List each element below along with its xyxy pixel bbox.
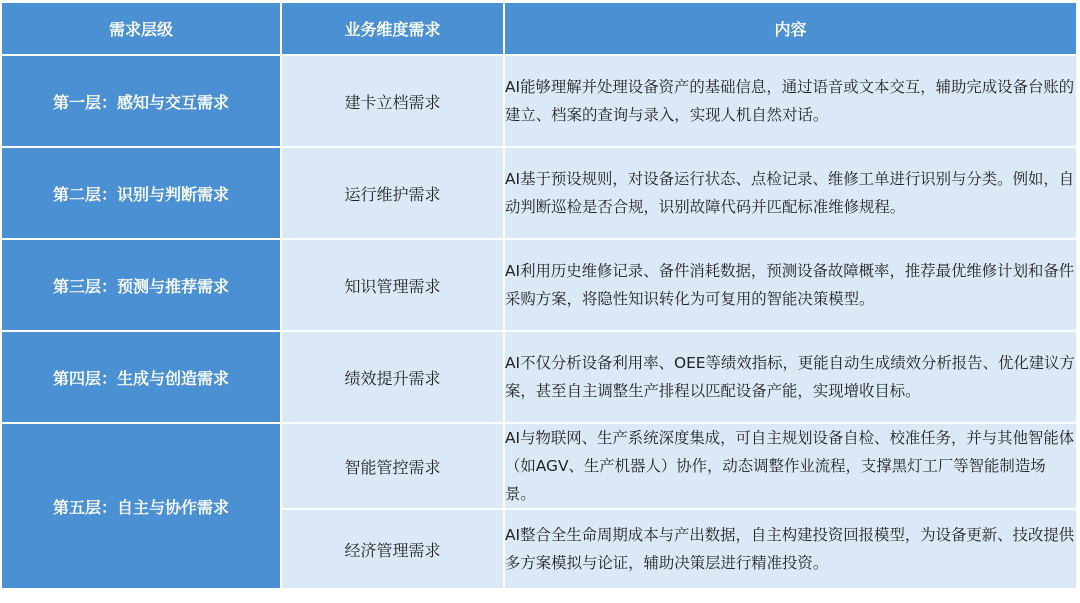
content-cell: AI整合全生命周期成本与产出数据，自主构建投资回报模型，为设备更新、技改提供多方案模拟与论证，辅助决策层进行精准投资。	[505, 510, 1076, 590]
table-header-row	[2, 3, 1076, 56]
level-cell: 第二层：识别与判断需求	[2, 148, 282, 240]
dimension-cell: 建卡立档需求	[282, 56, 505, 148]
header-content: 内容	[505, 3, 1076, 56]
content-cell: AI不仅分析设备利用率、OEE等绩效指标，更能自动生成绩效分析报告、优化建议方案，甚至自主调整生产排程以匹配设备产能，实现增收目标。	[505, 332, 1076, 424]
dimension-cell: 智能管控需求	[282, 424, 505, 510]
dimension-cell: 经济管理需求	[282, 510, 505, 590]
level-cell: 第三层：预测与推荐需求	[2, 240, 282, 332]
level-cell: 第一层：感知与交互需求	[2, 56, 282, 148]
table-row	[2, 240, 1076, 332]
content-cell: AI基于预设规则，对设备运行状态、点检记录、维修工单进行识别与分类。例如，自动判断巡检是否合规，识别故障代码并匹配标准维修规程。	[505, 148, 1076, 240]
header-level: 需求层级	[2, 3, 282, 56]
content-cell: AI能够理解并处理设备资产的基础信息，通过语音或文本交互，辅助完成设备台账的建立、档案的查询与录入，实现人机自然对话。	[505, 56, 1076, 148]
dimension-cell: 绩效提升需求	[282, 332, 505, 424]
content-cell: AI与物联网、生产系统深度集成，可自主规划设备自检、校准任务，并与其他智能体（如AGV、生产机器人）协作，动态调整作业流程，支撑黑灯工厂等智能制造场景。	[505, 424, 1076, 510]
table-row	[2, 332, 1076, 424]
level-cell: 第五层：自主与协作需求	[2, 424, 282, 590]
table-row	[2, 148, 1076, 240]
table-row	[2, 56, 1076, 148]
level-cell: 第四层：生成与创造需求	[2, 332, 282, 424]
table-row	[2, 424, 1076, 510]
content-cell: AI利用历史维修记录、备件消耗数据，预测设备故障概率，推荐最优维修计划和备件采购方案，将隐性知识转化为可复用的智能决策模型。	[505, 240, 1076, 332]
requirements-table	[2, 3, 1076, 590]
header-dimension: 业务维度需求	[282, 3, 505, 56]
dimension-cell: 知识管理需求	[282, 240, 505, 332]
dimension-cell: 运行维护需求	[282, 148, 505, 240]
